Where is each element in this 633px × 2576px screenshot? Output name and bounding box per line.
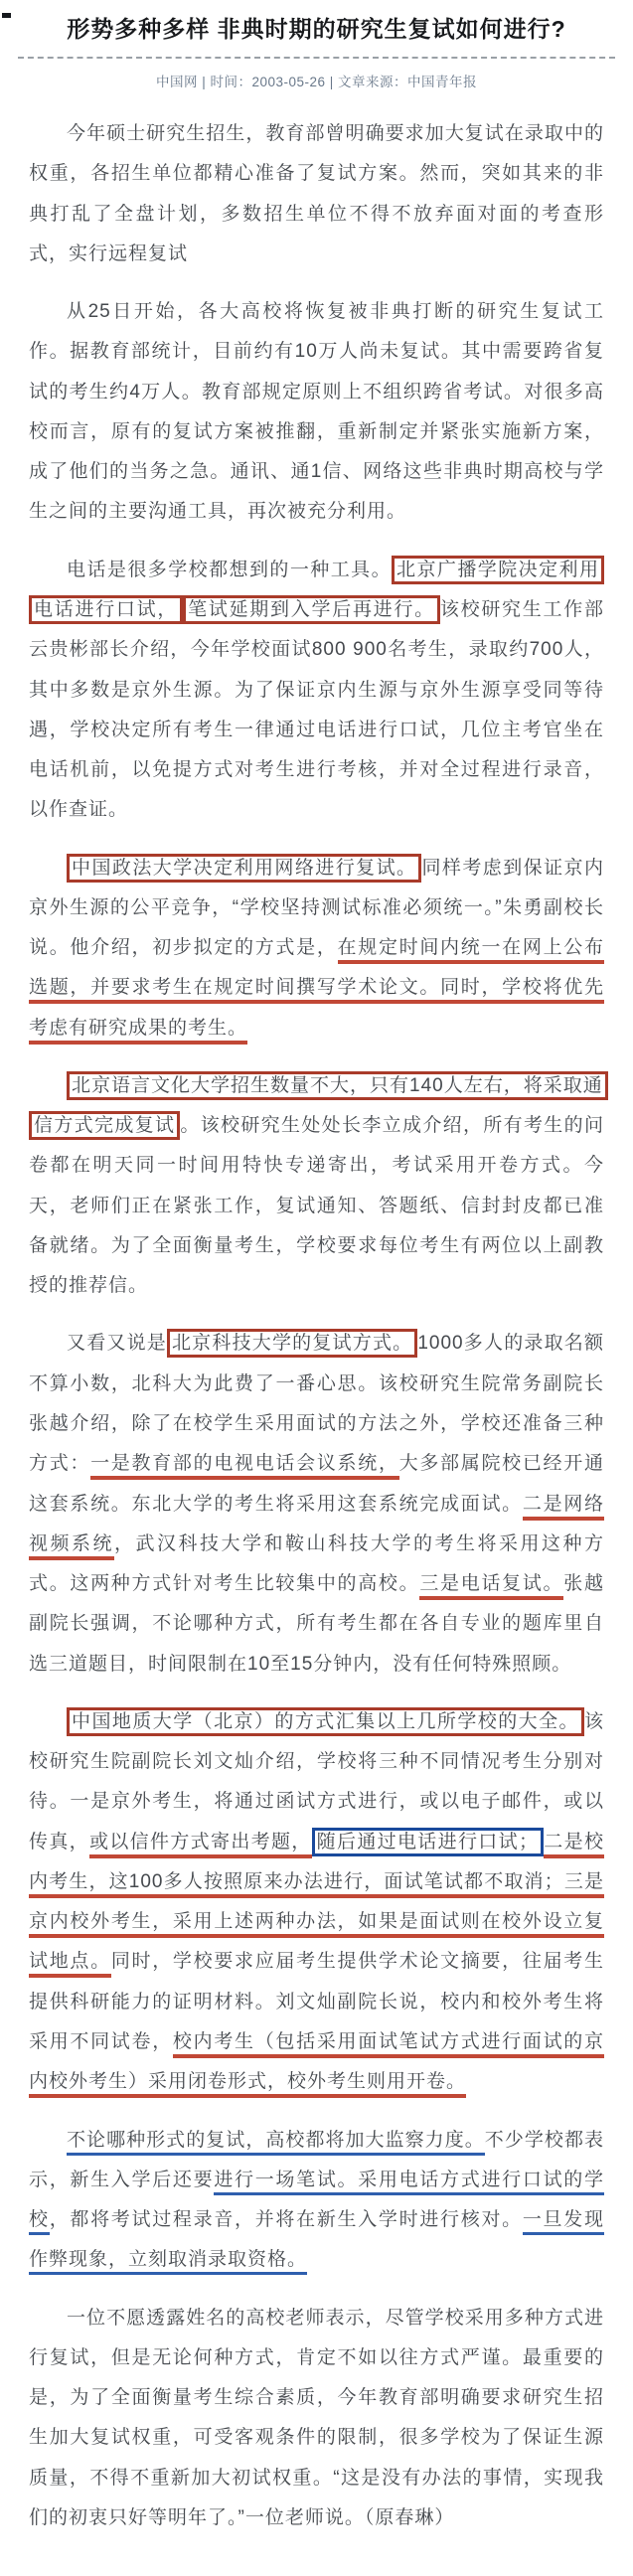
page-title: 形势多种多样 非典时期的研究生复试如何进行? <box>67 16 566 42</box>
text-segment: ，都将考试过程录音，并将在新生入学时进行核对。 <box>49 2209 523 2231</box>
text-segment: 大多部属院校已经开通这套系统。东北大学的考生将采用这套系统完成面试。 <box>29 1453 604 1515</box>
highlight-red-box: 北京语言文化大学招生数量不大，只有140人左右，将采取通信方式完成复试 <box>29 1071 608 1140</box>
highlight-blue-underline: 进行一场笔试。采用电话方式进行口试的学校 <box>29 2170 604 2235</box>
text-segment: 该校研究生院副院长刘文灿介绍，学校将三种不同情况考生分别对待。一是京外考生，将通过函试方式进行，或以电子邮件，或以传真， <box>29 1710 604 1852</box>
paragraph-7 <box>29 1702 604 2103</box>
corner-mark <box>2 13 11 18</box>
highlight-red-underline: 在规定时间内统一在网上公布选题，并要求考生在规定时间撰写学术论文。同时，学校将优先考虑有研究成果的考生。 <box>29 937 604 1045</box>
highlight-red-underline: 二是网络视频系统 <box>29 1494 604 1560</box>
highlight-blue-underline: 一旦发现作弊现象，立刻取消录取资格。 <box>29 2209 604 2275</box>
text-segment: 今年硕士研究生招生，教育部曾明确要求加大复试在录取中的权重，各招生单位都精心准备了复试方案。然而，突如其来的非典打乱了全盘计划，多数招生单位不得不放弃面对面的考查形式，实行远程复试 <box>29 123 604 264</box>
text-segment: 该校研究生工作部云贵彬部长介绍，今年学校面试800 900名考生，录取约700人，其中多数是京外生源。为了保证京内生源与京外生源享受同等待遇，学校决定所有考生一律通过电话进行口试，几位主考官坐在电话机前，以免提方式对考生进行考核，并对全过程进行录音，以作查证。 <box>29 598 604 821</box>
paragraph-3 <box>29 551 604 831</box>
highlight-blue-box: 随后通过电话进行口试； <box>312 1828 544 1856</box>
text-segment: 电话是很多学校都想到的一种工具。 <box>67 559 393 580</box>
paragraph-5 <box>29 1066 604 1307</box>
paragraph-8 <box>29 2121 604 2281</box>
text-segment: 一位不愿透露姓名的高校老师表示，尽管学校采用多种方式进行复试，但是无论何种方式，肯定不如以往方式严谨。最重要的是，为了全面衡量考生综合素质，今年教育部明确要求研究生招生加大复试权重，可受客观条件的限制，很多学校为了保证生源质量，不得不重新加大初试权重。“这是没有办法的事情，实现我们的初衷只好等明年了。”一位老师说。（原春琳） <box>29 2307 604 2528</box>
article-body <box>0 106 633 2538</box>
highlight-blue-underline: 不论哪种形式的复试，高校都将加大监察力度。 <box>67 2130 485 2156</box>
highlight-red-box: 笔试延期到入学后再进行。 <box>183 595 440 624</box>
paragraph-1 <box>29 114 604 274</box>
text-segment: 又看又说是 <box>67 1333 167 1355</box>
paragraph-6 <box>29 1324 604 1684</box>
text-segment: 同样考虑到保证京内京外生源的公平竞争，“学校坚持测试标准必须统一。”朱勇副校长说。他介绍，初步拟定的方式是， <box>29 857 604 959</box>
highlight-red-box: 中国地质大学（北京）的方式汇集以上几所学校的大全。 <box>67 1707 584 1736</box>
article-meta: 中国网 | 时间：2003-05-26 | 文章来源：中国青年报 <box>155 75 478 90</box>
highlight-red-box: 中国政法大学决定利用网络进行复试。 <box>67 854 421 883</box>
text-segment: 同时，学校要求应届考生提供学术论文摘要，往届考生提供科研能力的证明材料。刘文灿副院长说，校内和校外考生将采用不同试卷， <box>29 1951 604 2052</box>
highlight-red-underline: 一是教育部的电视电话会议系统， <box>90 1453 399 1480</box>
paragraph-4 <box>29 849 604 1048</box>
text-segment: ，武汉科技大学和鞍山科技大学的考生将采用这种方式。这两种方式针对考生比较集中的高校。 <box>29 1532 604 1595</box>
paragraph-9 <box>29 2299 604 2539</box>
paragraph-2 <box>29 292 604 533</box>
text-segment: 。该校研究生处处长李立成介绍，所有考生的问卷都在明天同一时间用特快专递寄出，考试采用开卷方式。今天，老师们正在紧张工作，复试通知、答题纸、信封封皮都已准备就绪。为了全面衡量考生，学校要求每位考生有两位以上副教授的推荐信。 <box>29 1115 604 1297</box>
text-segment: 张越副院长强调，不论哪种方式，所有考生都在各自专业的题库里自选三道题目，时间限制在10至15分钟内，没有任何特殊照顾。 <box>29 1573 604 1675</box>
highlight-red-underline: 二是校内考生，这100多人按照原来办法进行，面试笔试都不取消；三是京内校外考生，采用上述两种办法，如果是面试则在校外设立复试地点。 <box>29 1832 604 1979</box>
text-segment: 不少学校都表示，新生入学后还要 <box>29 2129 604 2190</box>
highlight-red-underline: 或以信件方式寄出考题， <box>89 1832 312 1858</box>
highlight-red-box: 北京广播学院决定利用电话进行口试， <box>29 556 604 624</box>
highlight-red-underline: 校内考生（包括采用面试笔试方式进行面试的京内校外考生）采用闭卷形式，校外考生则用开卷。 <box>29 2031 604 2098</box>
text-segment: 1000多人的录取名额不算小数，北科大为此费了一番心思。该校研究生院常务副院长张越介绍，除了在校学生采用面试的方法之外，学校还准备三种方式： <box>29 1333 604 1475</box>
highlight-red-box: 北京科技大学的复试方式。 <box>167 1329 417 1358</box>
text-segment: 从25日开始，各大高校将恢复被非典打断的研究生复试工作。据教育部统计，目前约有10万人尚未复试。其中需要跨省复试的考生约4万人。教育部规定原则上不组织跨省考试。对很多高校而言，原有的复试方案被推翻，重新制定并紧张实施新方案，成了他们的当务之急。通讯、通1信、网络这些非典时期高校与学生之间的主要沟通工具，再次被充分利用。 <box>29 301 604 523</box>
highlight-red-underline: 三是电话复试。 <box>419 1573 563 1600</box>
title-divider <box>18 57 615 59</box>
